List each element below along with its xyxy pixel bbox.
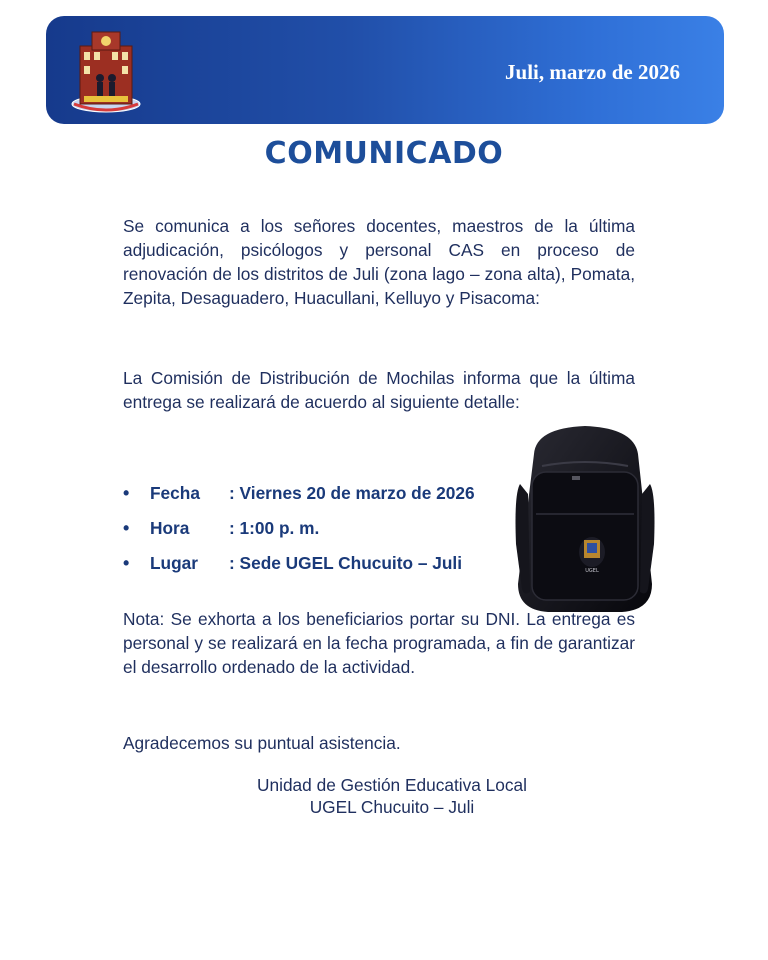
detail-label: Lugar xyxy=(150,553,199,573)
detail-row-fecha xyxy=(123,476,475,511)
intro-paragraph: Se comunica a los señores docentes, maestros de la última adjudicación, psicólogos y personal CAS en proceso de renovación de los distritos de Juli (zona lago – zona alta), Pomata, Zepita, Desaguadero, Huacullani, Kelluyo y Pisacoma: xyxy=(123,216,635,308)
backpack-image xyxy=(512,424,658,614)
detail-value: : Viernes 20 de marzo de 2026 xyxy=(229,483,475,503)
header-date: Juli, marzo de 2026 xyxy=(505,60,680,84)
note-paragraph: Nota: Se exhorta a los beneficiarios portar su DNI. La entrega es personal y se realizará en la fecha programada, a fin de garantizar el desarrollo ordenado de la actividad. xyxy=(123,609,635,677)
bullet-icon: • xyxy=(123,553,130,573)
page-title: COMUNICADO xyxy=(264,136,504,171)
thanks-text: Agradecemos su puntual asistencia. xyxy=(123,733,401,753)
detail-label: Fecha xyxy=(150,483,200,503)
bullet-icon: • xyxy=(123,483,130,503)
detail-value: : 1:00 p. m. xyxy=(229,518,320,538)
announcement-paragraph: La Comisión de Distribución de Mochilas informa que la última entrega se realizará de acuerdo al siguiente detalle: xyxy=(123,368,635,412)
ugel-logo xyxy=(68,24,144,114)
signature-line-1: Unidad de Gestión Educativa Local xyxy=(257,775,527,795)
detail-label: Hora xyxy=(150,518,190,538)
signature-line-2: UGEL Chucuito – Juli xyxy=(309,797,475,817)
detail-row-lugar xyxy=(123,546,475,581)
detail-value: : Sede UGEL Chucuito – Juli xyxy=(229,553,463,573)
detail-row-hora xyxy=(123,511,475,546)
bullet-icon: • xyxy=(123,518,130,538)
svg-text:UGEL: UGEL xyxy=(585,568,599,574)
header-banner xyxy=(46,16,724,124)
delivery-details-list xyxy=(123,476,475,581)
